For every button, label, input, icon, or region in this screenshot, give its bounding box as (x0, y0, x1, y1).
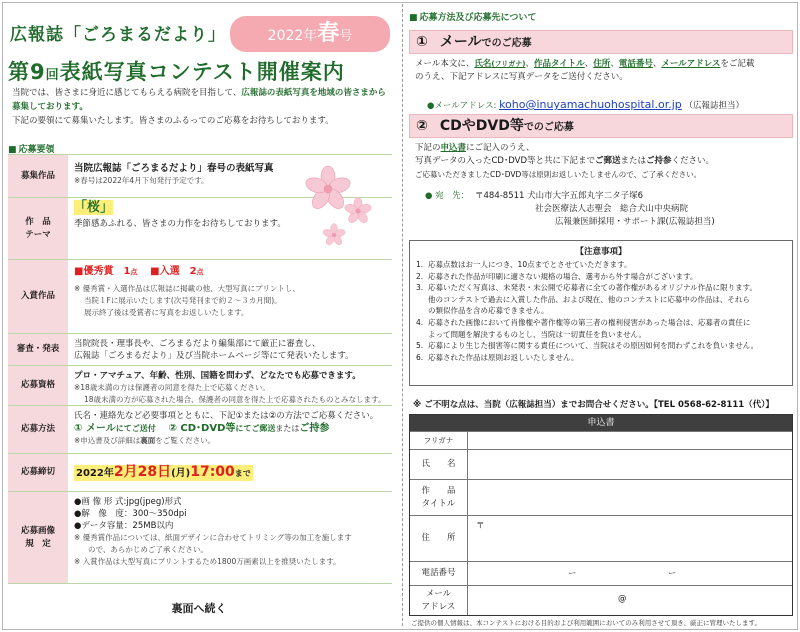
right-heading: ■ 応募方法及び応募先について (409, 10, 536, 23)
review-line-1: 当院院長・理事長や、ごろまるだより編集部にて厳正に審査し、 (74, 339, 321, 349)
row-label: 応募方法 (8, 406, 68, 453)
cd-banner-title: CDやDVD等 (439, 118, 524, 134)
email-at: @ (618, 594, 627, 604)
field-phone: 電話番号 (618, 59, 653, 69)
row-label: 応募資格 (8, 366, 68, 405)
notice-text: 応募いただく写真は、未発表・未公開で応募者に全ての著作権があるオリジナル作品に限ります。 (428, 283, 758, 293)
cd-banner-suffix: でのご応募 (523, 122, 574, 133)
form-label-email-1: メール (425, 588, 452, 599)
title-field[interactable] (468, 480, 792, 515)
method-note: ※申込書及び詳細は (74, 436, 141, 445)
notice-num: 2. (416, 271, 424, 281)
mail-address-line (427, 98, 744, 111)
cd-or: または (620, 156, 647, 166)
notice-num: 4. (416, 317, 424, 327)
boshu-main: 当院広報誌「ごろまるだより」春号の表紙写真 (74, 163, 274, 174)
form-title: 申込書 (410, 415, 792, 431)
form-row-title (410, 479, 792, 515)
notice-item (416, 259, 786, 271)
mail-text-a: メール本文に、 (415, 59, 475, 69)
continue-label: 裏面へ続く (171, 602, 227, 615)
notice-text: の類似作品を含め応募できません。 (428, 306, 549, 316)
row-content (68, 155, 392, 197)
notice-item (416, 317, 786, 329)
notice-item (416, 305, 786, 317)
method-line-1: 氏名・連絡先など必要事項とともに、下記①または②の方法でご応募ください。 (74, 411, 379, 421)
row-content (68, 492, 392, 583)
notice-num (416, 329, 428, 341)
method-mail: ① メール (74, 423, 116, 434)
form-label-title-2: タイトル (421, 498, 456, 509)
method-note-back: 裏面 (140, 436, 156, 445)
row-label: 募集作品 (8, 155, 68, 197)
notice-num: 6. (416, 352, 424, 362)
notice-item (416, 271, 786, 283)
mail-address-label: ●メールアドレス: (427, 101, 497, 111)
deadline-date: 2月28日 (113, 463, 172, 480)
row-content (68, 406, 392, 453)
prize-note-2: 当院１Fに展示いたします(次号発刊まで約２〜３カ月間)。 (84, 296, 282, 305)
method-mail-suffix: にてご送付 (115, 424, 156, 433)
theme-label-2: テーマ (25, 229, 51, 240)
cd-text-c: 写真データの入ったCD･DVD等と共に下記まで (415, 156, 595, 166)
cd-banner (409, 114, 793, 138)
row-content (68, 366, 392, 405)
spec-note-1: ※ 優秀賞作品については、紙面デザインに合わせてトリミング等の加工を施します (74, 533, 352, 542)
guideline-table (8, 154, 392, 584)
notice-item (416, 329, 786, 341)
right-column (402, 4, 796, 626)
row-theme (8, 198, 392, 260)
issue-badge (230, 16, 390, 52)
form-label-email (410, 586, 468, 615)
intro-text (12, 86, 392, 128)
spec-note-3: ※ 入賞作品は大型写真にプリントするため1800万画素以上を推奨いたします。 (74, 557, 341, 566)
privacy-note: ご提供の個人情報は、本コンテストにおける目的および利用範囲においてのみ利用させて頂き、厳正に管理いたします。 (411, 619, 761, 627)
cd-banner-num: ② (416, 118, 428, 134)
review-line-2: 広報誌「ごろまるだより」及び当院ホームページ等にて発表いたします。 (74, 351, 354, 361)
field-title: 作品タイトル (533, 59, 585, 69)
row-content (68, 454, 392, 491)
prize-note-1: ※ 優秀賞・入選作品は広報誌に掲載の他、大型写真にプリントし、 (74, 284, 300, 293)
notice-text: 応募された作品は原則お返しいたしません。 (428, 352, 579, 362)
contest-kai: 回 (45, 68, 60, 83)
phone-dash-2: ー (668, 569, 677, 579)
cd-instructions (415, 142, 791, 182)
phone-dash-1: ー (568, 569, 577, 579)
contest-title (8, 56, 345, 86)
spec-line-1: ●画 像 形 式:jpg(jpeg)形式 (74, 497, 182, 507)
notice-num: 5. (416, 341, 424, 351)
theme-sub: 季節感あふれる、皆さまの力作をお待ちしております。 (74, 219, 286, 229)
dest-line-2: 社会医療法人志聖会 総合犬山中央病院 (535, 204, 689, 214)
cd-post: ご郵送 (595, 156, 621, 166)
form-label-title (410, 480, 468, 515)
notice-num: 1. (416, 260, 424, 269)
notice-num (416, 305, 428, 317)
contact-line: ※ ご不明な点は、当院（広報誌担当）までお問合せください。【TEL 0568-62-8111（代）】 (413, 400, 774, 410)
application-form (409, 414, 793, 616)
qual-note-2: 18歳未満の方が応募された場合、保護者の同意を得た上で応募されたものとみなします。 (84, 395, 386, 404)
contest-title-main: 表紙写真コンテスト開催案内 (59, 60, 345, 84)
dest-line-3: 広報兼医師採用・サポート課(広報誌担当) (555, 217, 715, 227)
phone-field[interactable] (468, 562, 792, 585)
row-boshu (8, 155, 392, 198)
cd-text-b: にご記入のうえ、 (466, 143, 535, 153)
cd-text-a: 下記の (415, 143, 441, 153)
mail-banner (409, 30, 793, 54)
row-prize (8, 260, 392, 334)
mail-text-c: のうえ、下記アドレスに写真データをご送付ください。 (415, 72, 628, 82)
form-row-phone (410, 561, 792, 585)
row-label (8, 198, 68, 259)
method-bring: ご持参 (299, 423, 330, 434)
row-label: 審査・発表 (8, 334, 68, 365)
intro-part-c: 下記の要領にて募集いたします。皆さまのふるってのご応募をお待ちしております。 (12, 116, 334, 126)
notice-title: 【注意事項】 (575, 247, 627, 257)
mail-instructions: メール本文に、氏名(フリガナ)、作品タイトル、住所、電話番号、メールアドレスをご記載 のうえ、下記アドレスに写真データをご送付ください。 (415, 59, 755, 82)
row-review (8, 334, 392, 366)
qual-note-1: ※18歳未満の方は保護者の同意を得た上で応募ください。 (74, 383, 270, 392)
method-cd: ② CD･DVD等 (168, 423, 236, 434)
form-label-address: 住 所 (410, 516, 468, 561)
deadline-post: まで (234, 468, 251, 478)
dest-label: ● 宛 先： (425, 191, 470, 201)
contest-number: 第9 (8, 60, 46, 84)
furigana-field[interactable] (468, 432, 792, 449)
row-deadline (8, 454, 392, 492)
spec-line-3: ●データ容量：25MB以内 (74, 521, 174, 531)
spec-note-2: ので、あらかじめご了承ください。 (88, 545, 208, 554)
form-row-address (410, 515, 792, 561)
section-heading: ■ 応募要領 (8, 142, 55, 155)
notice-text: 応募点数はお一人につき、10点までとさせていただきます。 (428, 260, 632, 269)
form-label-email-2: アドレス (421, 601, 456, 612)
magazine-title: 広報誌「ごろまるだより」 (10, 25, 226, 45)
theme-label-1: 作 品 (25, 216, 51, 227)
prize-2-unit: 点 (196, 268, 204, 276)
notice-box (409, 240, 793, 386)
row-content (68, 260, 392, 333)
notice-item (416, 282, 786, 294)
row-content (68, 198, 392, 259)
prize-1: ■優秀賞 1 (74, 266, 131, 277)
mail-address-link[interactable]: koho@inuyamachuohospital.or.jp (499, 98, 682, 111)
form-label-furigana: フリガナ (410, 432, 468, 449)
intro-part-a: 当院では、皆さまに身近に感じてもらえる病院を目指して、 (12, 88, 242, 98)
left-column (4, 4, 394, 626)
row-qualification (8, 366, 392, 406)
intro-part-b: 広報誌の表紙写真を地域の皆さまから募集しております。 (12, 88, 386, 112)
issue-go: 号 (339, 29, 353, 44)
address-field[interactable] (468, 516, 792, 561)
row-spec (8, 492, 392, 584)
spec-label-2: 規 定 (25, 538, 51, 549)
notice-list (416, 259, 786, 363)
mail-text-b: をご記載 (720, 59, 755, 69)
name-field[interactable] (468, 450, 792, 479)
mail-banner-num: ① (416, 34, 428, 50)
email-field[interactable] (468, 586, 792, 615)
field-name: 氏名 (474, 59, 492, 69)
notice-text: 応募により生じた損害等に関する責任について、当院はその原因如何を問わずこれを負いません。 (428, 341, 759, 351)
issue-year: 2022年 (267, 28, 318, 44)
theme-main: 「桜」 (74, 200, 114, 215)
field-address: 住所 (593, 59, 611, 69)
form-label-phone: 電話番号 (410, 562, 468, 585)
destination (415, 190, 791, 229)
notice-item (416, 294, 786, 306)
prize-note-3: 展示終了後は受賞者に写真をお返しいたします。 (84, 308, 249, 317)
boshu-note: ※春号は2022年4月下旬発行予定です。 (74, 176, 209, 185)
form-label-title-1: 作 品 (421, 485, 456, 496)
prize-1-unit: 点 (130, 268, 138, 276)
cd-note: ご応募いただきましたCD･DVD等は原則お返しいたしませんので、ご了承ください。 (415, 170, 702, 179)
postal-mark: 〒 (476, 521, 485, 531)
cd-bring: ご持参 (646, 156, 672, 166)
method-or: または (275, 424, 300, 433)
form-label-name: 氏 名 (410, 450, 468, 479)
field-name-kana: (フリガナ) (491, 60, 526, 68)
mail-address-tail: （広報誌担当） (684, 101, 744, 111)
notice-item (416, 340, 786, 352)
cd-text-d: ください。 (671, 156, 715, 166)
row-method (8, 406, 392, 454)
qual-main: プロ・アマチュア、年齢、性別、国籍を問わず、どなたでも応募できます。 (74, 371, 361, 381)
method-cd-post: にてご郵送 (235, 424, 276, 433)
cd-form-link: 申込書 (440, 143, 467, 153)
row-label: 入賞作品 (8, 260, 68, 333)
row-content (68, 334, 392, 365)
notice-num: 3. (416, 283, 424, 293)
form-row-name (410, 449, 792, 479)
deadline-time: 17:00 (190, 463, 235, 480)
row-label (8, 492, 68, 583)
row-label: 応募締切 (8, 454, 68, 491)
notice-item (416, 352, 786, 364)
spec-label-1: 応募画像 (20, 525, 55, 536)
method-note-end: をご覧ください。 (155, 436, 216, 445)
deadline-year: 2022年 (76, 467, 114, 479)
notice-text: 応募された作品が印刷に適さない規格の場合、選考から外す場合がございます。 (428, 271, 698, 281)
form-row-furigana (410, 431, 792, 449)
spec-line-2: ●解 像 度：300〜350dpi (74, 509, 187, 519)
field-email: メールアドレス (661, 59, 721, 69)
notice-text: よって問題を解決するものとし、当院は一切責任を負いません。 (428, 329, 646, 339)
dest-line-1: 〒484-8511 犬山市大字五郎丸字二タ子塚6 (475, 191, 644, 201)
form-row-email (410, 585, 792, 615)
mail-banner-title: メール (439, 34, 482, 50)
notice-num (416, 294, 428, 306)
deadline-dow: (月) (171, 467, 191, 479)
prize-2: ■入選 2 (150, 266, 197, 277)
mail-banner-suffix: でのご応募 (481, 38, 532, 49)
notice-text: 他のコンテストで過去に入賞した作品、および現在、他のコンテストに応募中の作品は、それら (428, 294, 750, 304)
issue-season: 春 (317, 21, 340, 46)
notice-text: 応募された画像において肖像権や著作権等の第三者の権利侵害があった場合は、応募者の責任に (428, 317, 751, 327)
